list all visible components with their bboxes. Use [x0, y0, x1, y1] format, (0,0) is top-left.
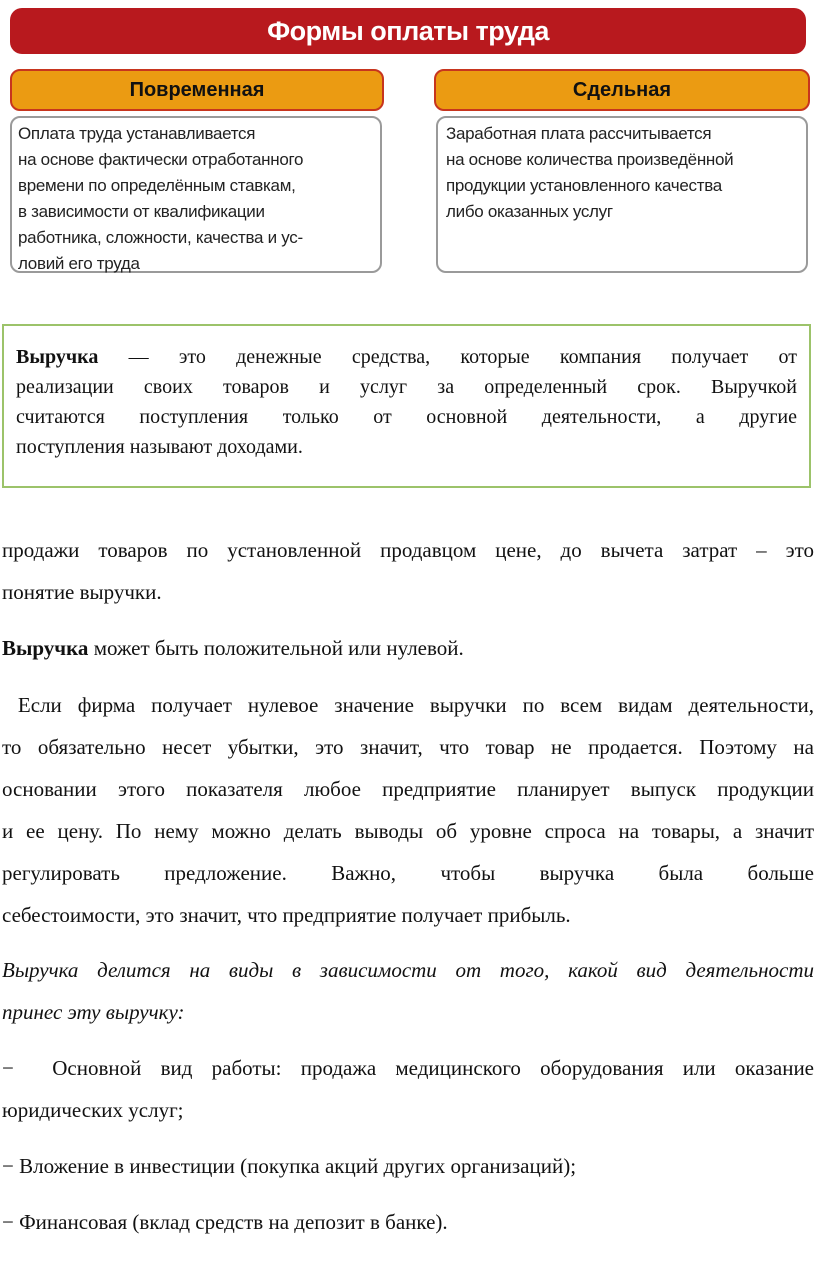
paragraph-line: регулировать предложение. Важно, чтобы выручка была больше [2, 861, 814, 885]
list-item: − Финансовая (вклад средств на депозит в банке). [2, 1210, 448, 1234]
paragraph-line: Если фирма получает нулевое значение выручки по всем видам деятельности, [2, 693, 814, 717]
definition-line: считаются поступления только от основной деятельности, а другие [16, 406, 797, 428]
text-line: в зависимости от квалификации [18, 202, 265, 221]
list-item-continued: юридических услуг; [2, 1098, 184, 1122]
paragraph-line: то обязательно несет убытки, это значит, что товар не продается. Поэтому на [2, 735, 814, 759]
paragraph-line: и ее цену. По нему можно делать выводы об уровне спроса на товары, а значит [2, 819, 814, 843]
definition-term: Выручка [16, 346, 99, 368]
text-line: ловий его труда [18, 254, 140, 273]
italic-line: принес эту выручку: [2, 1000, 185, 1024]
text-line: либо оказанных услуг [446, 202, 613, 221]
heading-time-based: Повременная [10, 69, 384, 111]
list-item: − Вложение в инвестиции (покупка акций других организаций); [2, 1154, 577, 1178]
paragraph-line: основании этого показателя любое предприятие планирует выпуск продукции [2, 777, 814, 801]
paragraph-line [2, 633, 814, 663]
definition-text: — это денежные средства, которые компания получает от [98, 346, 797, 368]
text-line: работника, сложности, качества и ус- [18, 228, 303, 247]
text-line: Оплата труда устанавливается [18, 124, 256, 143]
paragraph-line: продажи товаров по установленной продавцом цене, до вычета затрат – это [2, 538, 814, 562]
text-line: на основе фактически отработанного [18, 150, 304, 169]
bold-term: Выручка [2, 636, 89, 660]
diagram-title: Формы оплаты труда [10, 8, 806, 54]
definition-line: реализации своих товаров и услуг за определенный срок. Выручкой [16, 376, 797, 398]
list-item: − Основной вид работы: продажа медицинского оборудования или оказание [2, 1056, 814, 1080]
text-line: времени по определённым ставкам, [18, 176, 296, 195]
text: может быть положительной или нулевой. [88, 636, 464, 660]
paragraph-line: себестоимости, это значит, что предприятие получает прибыль. [2, 903, 571, 927]
heading-piecework: Сдельная [434, 69, 810, 111]
italic-line: Выручка делится на виды в зависимости от того, какой вид деятельности [2, 958, 814, 982]
text-line: Заработная плата рассчитывается [446, 124, 712, 143]
paragraph-line: понятие выручки. [2, 580, 162, 604]
text-line: продукции установленного качества [446, 176, 722, 195]
body-text [2, 0, 814, 1265]
definition-line: поступления называют доходами. [16, 436, 303, 458]
text-line: на основе количества произведённой [446, 150, 734, 169]
